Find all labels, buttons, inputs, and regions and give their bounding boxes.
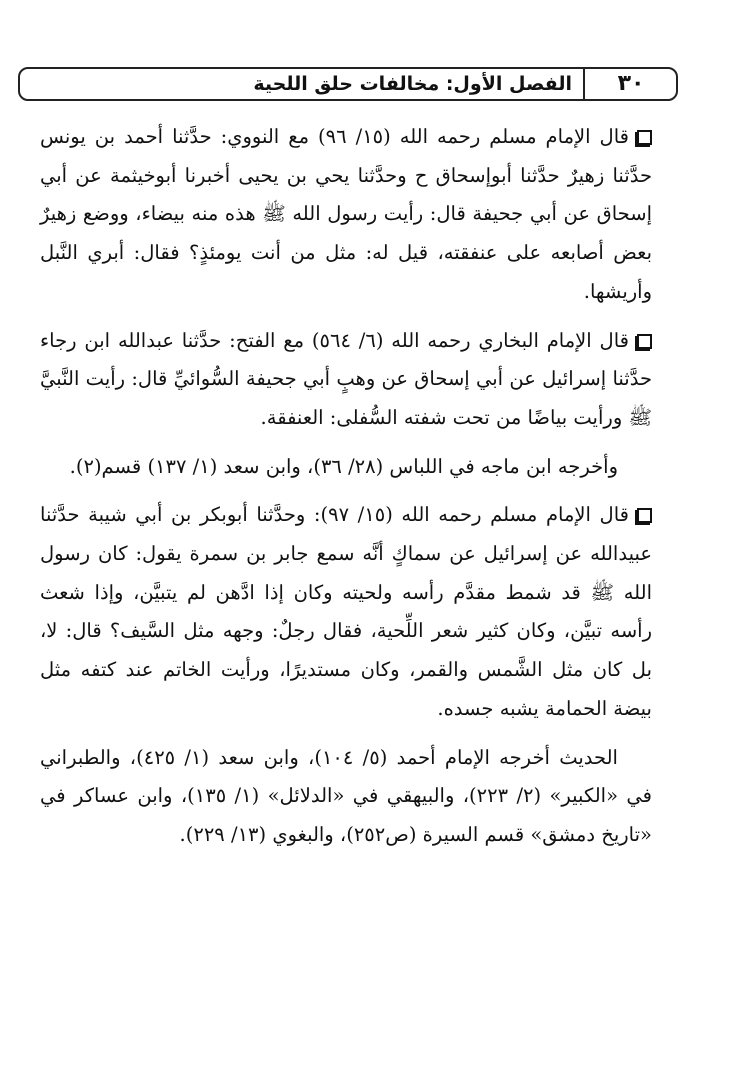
paragraph-text: الحديث أخرجه الإمام أحمد (٥/ ١٠٤)، وابن سعد (١/ ٤٢٥)، والطبراني في «الكبير» (٢/ ٢٢٣)، والبيهقي في «الدلائل» (١/ ١٣٥)، وابن عساكر في «تاريخ دمشق» قسم السيرة (ص٢٥٢)، والبغوي (١٣/ ٢٢٩). — [40, 745, 652, 846]
takhrij-paragraph — [40, 448, 652, 487]
header-divider — [583, 69, 585, 99]
paragraph-text: قال الإمام مسلم رحمه الله (١٥/ ٩٦) مع النووي: حدَّثنا أحمد بن يونس حدَّثنا زهيرٌ حدَّثنا أبوإسحاق ح وحدَّثنا يحي بن يحيى أخبرنا أبوخيثمة عن أبي إسحاق عن أبي جحيفة قال: رأيت رسول الله ﷺ هذه منه بيضاء، ووضع زهيرٌ بعض أصابعه على عنفقته، قيل له: مثل من أنت يومئذٍ؟ فقال: أبري النَّبل وأريشها. — [40, 125, 652, 303]
checkbox-bullet-icon — [637, 334, 652, 349]
paragraph-text: قال الإمام البخاري رحمه الله (٦/ ٥٦٤) مع الفتح: حدَّثنا عبدالله ابن رجاء حدَّثنا إسرائيل عن أبي إسحاق عن وهبٍ أبي جحيفة السُّوائيِّ قال: رأيت النَّبيَّ ﷺ ورأيت بياضًا من تحت شفته السُّفلى: العنفقة. — [40, 328, 652, 429]
takhrij-paragraph — [40, 739, 652, 855]
chapter-title: الفصل الأول: مخالفات حلق اللحية — [253, 73, 572, 95]
hadith-paragraph — [40, 496, 652, 728]
checkbox-bullet-icon — [637, 508, 652, 523]
paragraph-text: وأخرجه ابن ماجه في اللباس (٢٨/ ٣٦)، وابن سعد (١/ ١٣٧) قسم(٢). — [69, 454, 618, 478]
page-number: ٣٠ — [617, 71, 645, 96]
hadith-paragraph — [40, 118, 652, 312]
paragraph-text: قال الإمام مسلم رحمه الله (١٥/ ٩٧): وحدَّثنا أبوبكر بن أبي شيبة حدَّثنا عبيدالله عن إسرائيل عن سماكٍ أنَّه سمع جابر بن سمرة يقول: كان رسول الله ﷺ قد شمط مقدَّم رأسه ولحيته وكان إذا ادَّهن لم يتبيَّن، وإذا شعث رأسه تبيَّن، وكان كثير شعر اللِّحية، فقال رجلٌ: وجهه مثل السَّيف؟ قال: لا، بل كان مثل الشَّمس والقمر، وكان مستديرًا، ورأيت الخاتم عند كتفه مثل بيضة الحمامة يشبه جسده. — [40, 503, 652, 720]
hadith-paragraph — [40, 322, 652, 438]
page-body — [40, 118, 652, 855]
running-header — [18, 67, 678, 101]
checkbox-bullet-icon — [637, 130, 652, 145]
